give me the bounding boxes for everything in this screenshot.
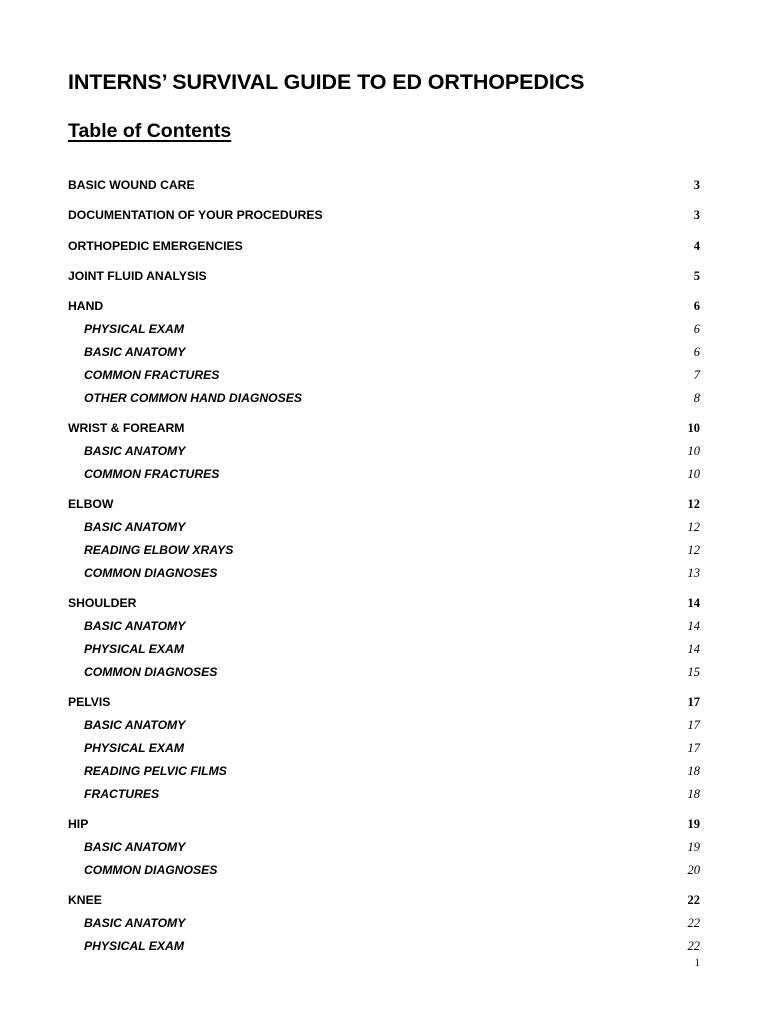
- toc-subsection-entry[interactable]: [68, 717, 700, 734]
- toc-section-label: DOCUMENTATION OF YOUR PROCEDURES: [68, 208, 323, 223]
- toc-section-label: KNEE: [68, 893, 102, 907]
- toc-subsection-page: 6: [693, 344, 700, 359]
- toc-section-page: 6: [693, 299, 700, 314]
- toc-subsection-label: OTHER COMMON HAND DIAGNOSES: [84, 390, 303, 405]
- toc-subsection-entry[interactable]: [68, 367, 700, 384]
- toc-subsection-page: 17: [687, 740, 700, 755]
- toc-subsection-page: 10: [687, 466, 700, 481]
- toc-subsection-label: BASIC ANATOMY: [84, 618, 186, 633]
- toc-subsection-page: 15: [687, 664, 700, 679]
- toc-subsection-page: 17: [687, 717, 700, 732]
- toc-section-label: HIP: [68, 816, 89, 831]
- toc-subsection-page: 22: [687, 938, 700, 953]
- toc-section-page: 22: [687, 893, 700, 907]
- toc-subsection-label: PHYSICAL EXAM: [84, 322, 184, 337]
- toc-section-entry[interactable]: [68, 892, 700, 909]
- toc-section-entry[interactable]: [68, 177, 700, 194]
- toc-subsection-label: BASIC ANATOMY: [84, 915, 186, 930]
- toc-subsection-page: 14: [687, 618, 700, 633]
- toc-subsection-entry[interactable]: [68, 466, 700, 483]
- toc-subsection-entry[interactable]: [68, 915, 700, 932]
- toc-subsection-page: 20: [687, 862, 700, 877]
- toc-section-label: SHOULDER: [68, 596, 137, 611]
- toc-section-label: PELVIS: [68, 695, 111, 710]
- toc-section-label: JOINT FLUID ANALYSIS: [68, 268, 207, 283]
- toc-subsection-page: 8: [693, 390, 700, 405]
- toc-subsection-entry[interactable]: [68, 763, 700, 780]
- toc-subsection-page: 6: [693, 322, 700, 337]
- toc-section-label: HAND: [68, 299, 104, 314]
- toc-heading: Table of Contents: [68, 120, 232, 142]
- toc-section-page: 10: [687, 421, 700, 436]
- toc-section-page: 3: [693, 178, 700, 192]
- toc-section-label: BASIC WOUND CARE: [68, 178, 195, 192]
- toc-section-entry[interactable]: [68, 595, 700, 612]
- toc-section-page: 12: [687, 497, 700, 512]
- toc-subsection-label: COMMON DIAGNOSES: [84, 664, 218, 679]
- toc-subsection-label: COMMON FRACTURES: [84, 466, 220, 481]
- toc-subsection-label: PHYSICAL EXAM: [84, 641, 184, 656]
- document-page: [68, 0, 700, 1024]
- toc-section-entry[interactable]: [68, 420, 700, 437]
- toc-section-page: 4: [693, 238, 700, 253]
- toc-subsection-page: 13: [687, 565, 700, 580]
- toc-subsection-entry[interactable]: [68, 519, 700, 536]
- toc-subsection-entry[interactable]: [68, 664, 700, 681]
- toc-section-page: 14: [687, 596, 700, 611]
- toc-subsection-label: BASIC ANATOMY: [84, 839, 186, 854]
- toc-section-label: WRIST & FOREARM: [68, 421, 185, 436]
- toc-section-entry[interactable]: [68, 298, 700, 315]
- toc-subsection-page: 10: [687, 443, 700, 458]
- toc-section-label: ORTHOPEDIC EMERGENCIES: [68, 238, 243, 253]
- toc-subsection-label: BASIC ANATOMY: [84, 443, 186, 458]
- page-number: 1: [694, 957, 700, 969]
- toc-subsection-entry[interactable]: [68, 390, 700, 407]
- toc-subsection-page: 12: [687, 520, 700, 535]
- toc-section-entry[interactable]: [68, 496, 700, 513]
- toc-subsection-entry[interactable]: [68, 344, 700, 361]
- toc-subsection-label: READING ELBOW XRAYS: [84, 542, 234, 557]
- toc-subsection-page: 18: [687, 786, 700, 801]
- toc-subsection-entry[interactable]: [68, 740, 700, 757]
- toc-subsection-entry[interactable]: [68, 565, 700, 582]
- toc-section-page: 17: [687, 695, 700, 710]
- toc-subsection-entry[interactable]: [68, 641, 700, 658]
- toc-subsection-label: FRACTURES: [84, 786, 160, 801]
- document-title: INTERNS’ SURVIVAL GUIDE TO ED ORTHOPEDICS: [68, 70, 585, 94]
- toc-subsection-label: BASIC ANATOMY: [84, 520, 186, 535]
- toc-subsection-page: 7: [693, 367, 700, 382]
- toc-subsection-entry[interactable]: [68, 786, 700, 803]
- toc-subsection-entry[interactable]: [68, 862, 700, 879]
- toc-section-label: ELBOW: [68, 497, 114, 512]
- table-of-contents: [68, 177, 700, 955]
- toc-subsection-entry[interactable]: [68, 938, 700, 955]
- toc-subsection-entry[interactable]: [68, 839, 700, 856]
- toc-section-page: 3: [693, 208, 700, 223]
- toc-subsection-label: BASIC ANATOMY: [84, 344, 186, 359]
- toc-subsection-label: COMMON DIAGNOSES: [84, 565, 218, 580]
- toc-section-entry[interactable]: [68, 816, 700, 833]
- toc-subsection-label: BASIC ANATOMY: [84, 717, 186, 732]
- toc-section-page: 5: [693, 268, 700, 283]
- toc-subsection-page: 22: [687, 915, 700, 930]
- toc-subsection-page: 19: [687, 839, 700, 854]
- toc-subsection-page: 18: [687, 763, 700, 778]
- toc-subsection-entry[interactable]: [68, 321, 700, 338]
- toc-section-entry[interactable]: [68, 694, 700, 711]
- toc-subsection-entry[interactable]: [68, 542, 700, 559]
- toc-section-entry[interactable]: [68, 238, 700, 255]
- toc-subsection-label: PHYSICAL EXAM: [84, 938, 184, 953]
- toc-subsection-page: 14: [687, 641, 700, 656]
- toc-subsection-entry[interactable]: [68, 618, 700, 635]
- toc-subsection-page: 12: [687, 542, 700, 557]
- toc-subsection-label: COMMON FRACTURES: [84, 367, 220, 382]
- toc-section-entry[interactable]: [68, 268, 700, 285]
- toc-subsection-label: PHYSICAL EXAM: [84, 740, 184, 755]
- toc-subsection-entry[interactable]: [68, 443, 700, 460]
- toc-subsection-label: COMMON DIAGNOSES: [84, 862, 218, 877]
- toc-subsection-label: READING PELVIC FILMS: [84, 763, 227, 778]
- toc-section-page: 19: [687, 816, 700, 831]
- toc-section-entry[interactable]: [68, 207, 700, 224]
